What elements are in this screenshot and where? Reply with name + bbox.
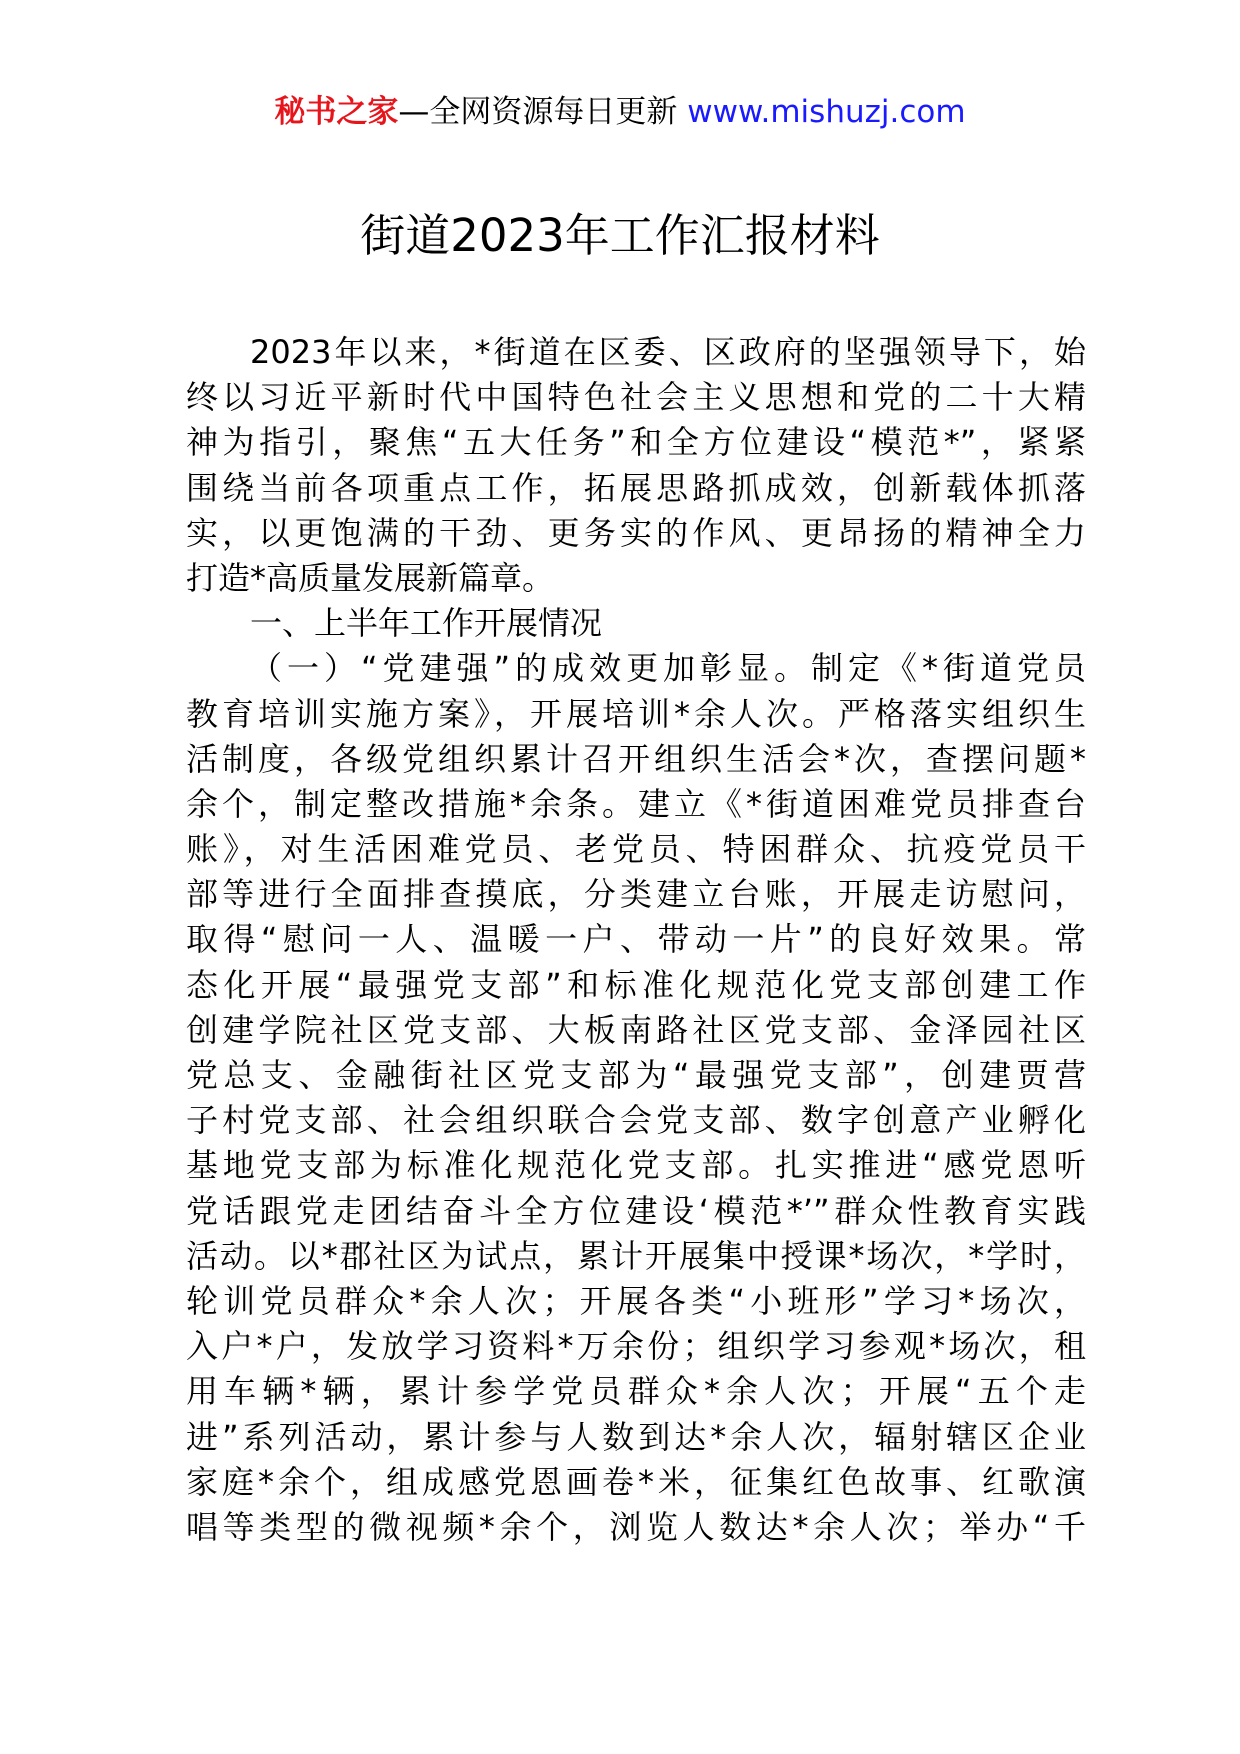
paragraph-line: 党话跟党走团结奋斗全方位建设‘模范*’”群众性教育实践 xyxy=(186,1191,1086,1230)
paragraph-line: 围绕当前各项重点工作，拓展思路抓成效，创新载体抓落 xyxy=(186,468,1086,507)
paragraph-line: 余个，制定整改措施*余条。建立《*街道困难党员排查台 xyxy=(186,784,1086,823)
paragraph-line: 实，以更饱满的干劲、更务实的作风、更昂扬的精神全力 xyxy=(186,513,1086,552)
paragraph-line: 唱等类型的微视频*余个，浏览人数达*余人次；举办“千 xyxy=(186,1507,1086,1546)
paragraph-line: 子村党支部、社会组织联合会党支部、数字创意产业孵化 xyxy=(186,1101,1086,1140)
paragraph-line: 态化开展“最强党支部”和标准化规范化党支部创建工作 xyxy=(186,965,1086,1004)
paragraph-line: 创建学院社区党支部、大板南路社区党支部、金泽园社区 xyxy=(186,1010,1086,1049)
paragraph-line: 党总支、金融街社区党支部为“最强党支部”，创建贾营 xyxy=(186,1056,1086,1094)
document-body xyxy=(186,330,1086,1550)
paragraph-line: 2023年以来，*街道在区委、区政府的坚强领导下，始 xyxy=(250,333,1086,371)
paragraph-line: 账》，对生活困难党员、老党员、特困群众、抗疫党员干 xyxy=(186,830,1086,869)
paragraph-line: 终以习近平新时代中国特色社会主义思想和党的二十大精 xyxy=(186,378,1086,417)
paragraph-line: 用车辆*辆，累计参学党员群众*余人次；开展“五个走 xyxy=(186,1372,1086,1411)
paragraph-line: 教育培训实施方案》，开展培训*余人次。严格落实组织生 xyxy=(186,694,1086,733)
site-banner xyxy=(0,92,1240,132)
paragraph-line: 轮训党员群众*余人次；开展各类“小班形”学习*场次， xyxy=(186,1281,1086,1320)
document-title: 街道2023年工作汇报材料 xyxy=(360,209,880,262)
paragraph-line: 入户*户，发放学习资料*万余份；组织学习参观*场次，租 xyxy=(186,1327,1086,1366)
paragraph-line: 活动。以*郡社区为试点，累计开展集中授课*场次，*学时， xyxy=(186,1236,1086,1275)
paragraph-line: 取得“慰问一人、温暖一户、带动一片”的良好效果。常 xyxy=(186,920,1086,959)
paragraph-line: 活制度，各级党组织累计召开组织生活会*次，查摆问题* xyxy=(186,739,1086,778)
paragraph-line: 打造*高质量发展新篇章。 xyxy=(186,558,555,597)
site-url-link[interactable]: www.mishuzj.com xyxy=(687,94,966,130)
brand-name: 秘书之家 xyxy=(274,94,399,130)
paragraph-line: 神为指引，聚焦“五大任务”和全方位建设“模范*”，紧紧 xyxy=(186,423,1086,462)
paragraph-line: 基地党支部为标准化规范化党支部。扎实推进“感党恩听 xyxy=(186,1146,1086,1185)
paragraph-line: 家庭*余个，组成感党恩画卷*米，征集红色故事、红歌演 xyxy=(186,1462,1086,1501)
paragraph-line: 进”系列活动，累计参与人数到达*余人次，辐射辖区企业 xyxy=(186,1417,1086,1456)
banner-tagline: —全网资源每日更新 xyxy=(398,94,688,130)
paragraph-line: 部等进行全面排查摸底，分类建立台账，开展走访慰问， xyxy=(186,875,1086,914)
section-heading: 一、上半年工作开展情况 xyxy=(250,604,603,643)
paragraph-line: （一）“党建强”的成效更加彰显。制定《*街道党员 xyxy=(250,649,1086,688)
